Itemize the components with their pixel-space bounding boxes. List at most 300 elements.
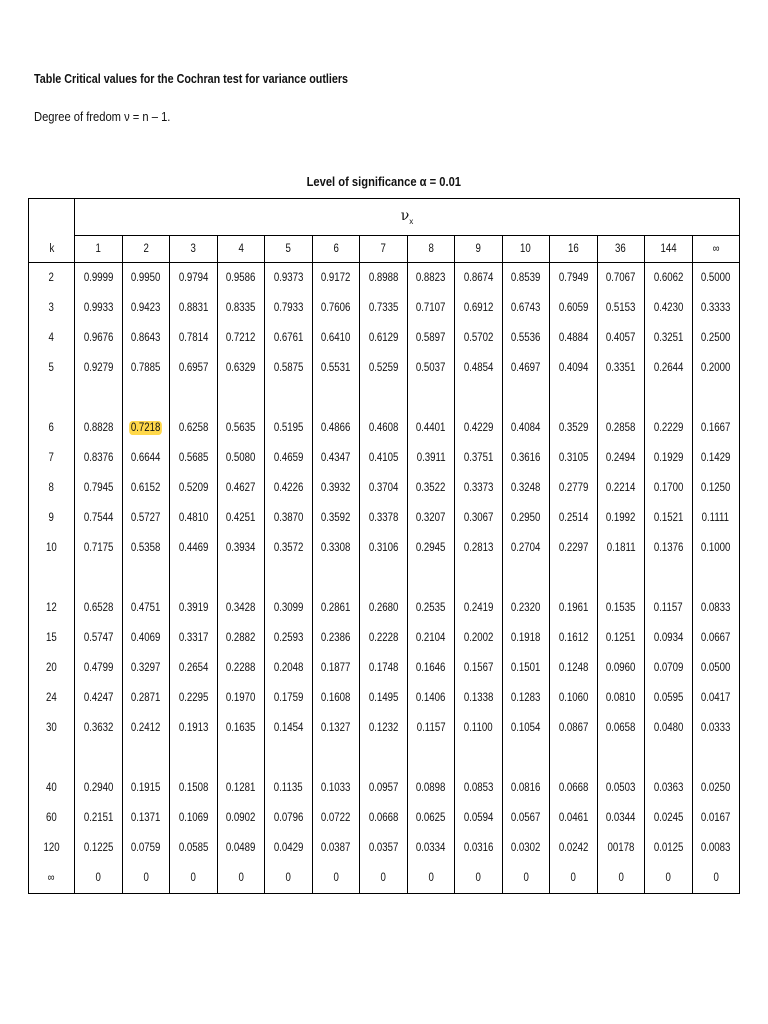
value-cell [455, 653, 503, 683]
value-cell [75, 323, 123, 353]
critical-value: 0.2535 [415, 602, 446, 614]
value-cell [692, 683, 740, 713]
critical-value: 0.3529 [558, 422, 589, 434]
critical-value: 0.1495 [368, 692, 399, 704]
value-cell [265, 683, 313, 713]
critical-value: 0.4608 [368, 422, 399, 434]
value-cell [597, 863, 645, 894]
value-cell [455, 593, 503, 623]
cochran-table [28, 198, 740, 894]
value-cell [312, 533, 360, 563]
critical-value: 0 [285, 872, 291, 884]
value-cell [312, 623, 360, 653]
critical-value: 0.3207 [415, 512, 446, 524]
critical-value: 0.7949 [558, 272, 589, 284]
critical-value: 0.4069 [130, 632, 161, 644]
spacer-cell [265, 743, 313, 773]
k-cell [29, 503, 75, 533]
value-cell [550, 533, 598, 563]
value-cell [217, 593, 265, 623]
critical-value: 0.1283 [510, 692, 541, 704]
spacer-row [29, 743, 740, 773]
value-cell [360, 503, 408, 533]
value-cell [407, 683, 455, 713]
critical-value: 0.3911 [416, 452, 446, 464]
k-cell [29, 713, 75, 743]
critical-value: 0.5153 [605, 302, 636, 314]
spacer-cell [360, 563, 408, 593]
value-cell [360, 593, 408, 623]
critical-value: 0.0363 [653, 782, 684, 794]
critical-value: 0.9676 [83, 332, 114, 344]
critical-value: 0.5727 [130, 512, 161, 524]
critical-value: 0 [380, 872, 386, 884]
critical-value: 0.0567 [510, 812, 541, 824]
critical-value: 0.2704 [510, 542, 541, 554]
value-cell [265, 803, 313, 833]
critical-value: 0.1251 [605, 632, 636, 644]
value-cell [502, 413, 550, 443]
critical-value: 0.6329 [225, 362, 256, 374]
value-cell [407, 473, 455, 503]
value-cell [122, 623, 170, 653]
spacer-cell [597, 743, 645, 773]
spacer-cell [29, 743, 75, 773]
critical-value: 0.2297 [558, 542, 589, 554]
critical-value: 0.9423 [130, 302, 161, 314]
critical-value: 00178 [607, 842, 635, 854]
spacer-cell [360, 743, 408, 773]
value-cell [455, 713, 503, 743]
critical-value: 0.2295 [178, 692, 209, 704]
value-cell [645, 443, 693, 473]
value-cell [550, 443, 598, 473]
critical-value: 0.4251 [225, 512, 256, 524]
spacer-cell [122, 383, 170, 413]
value-cell [217, 263, 265, 294]
value-cell [645, 263, 693, 294]
k-value: 5 [48, 362, 55, 374]
spacer-cell [312, 383, 360, 413]
critical-value: 0.1970 [225, 692, 256, 704]
value-cell [502, 803, 550, 833]
critical-value: 0.7606 [320, 302, 351, 314]
column-header-text: 9 [475, 243, 481, 255]
value-cell [502, 683, 550, 713]
value-cell [75, 473, 123, 503]
value-cell [692, 263, 740, 294]
value-cell [312, 653, 360, 683]
column-header [265, 236, 313, 263]
critical-value: 0.4229 [463, 422, 494, 434]
critical-value: 0.3704 [368, 482, 399, 494]
value-cell [217, 623, 265, 653]
critical-value: 0.1667 [700, 422, 731, 434]
value-cell [502, 443, 550, 473]
critical-value: 0.2320 [510, 602, 541, 614]
critical-value: 0.0167 [700, 812, 731, 824]
critical-value: 0.5209 [178, 482, 209, 494]
highlighted-critical-value: 0.7218 [130, 422, 161, 434]
k-value: 20 [46, 662, 57, 674]
value-cell [550, 413, 598, 443]
value-cell [312, 713, 360, 743]
column-header [502, 236, 550, 263]
value-cell [312, 443, 360, 473]
k-value: 2 [48, 272, 55, 284]
value-cell [455, 323, 503, 353]
value-cell [597, 473, 645, 503]
value-cell [360, 863, 408, 894]
spacer-cell [692, 743, 740, 773]
critical-value: 0.6258 [178, 422, 209, 434]
critical-value: 0.1327 [320, 722, 351, 734]
value-cell [455, 503, 503, 533]
value-cell [455, 623, 503, 653]
critical-value: 0.0344 [605, 812, 636, 824]
value-cell [407, 803, 455, 833]
value-cell [692, 413, 740, 443]
spacer-cell [692, 563, 740, 593]
k-cell [29, 473, 75, 503]
spacer-cell [265, 383, 313, 413]
critical-value: 0.9172 [320, 272, 351, 284]
critical-value: 0.0302 [510, 842, 541, 854]
value-cell [597, 683, 645, 713]
critical-value: 0.2680 [368, 602, 399, 614]
spacer-cell [407, 383, 455, 413]
table-row [29, 713, 740, 743]
value-cell [360, 413, 408, 443]
value-cell [502, 593, 550, 623]
critical-value: 0.1033 [320, 782, 351, 794]
critical-value: 0.8376 [83, 452, 114, 464]
critical-value: 0.8539 [510, 272, 541, 284]
value-cell [217, 653, 265, 683]
value-cell [360, 353, 408, 383]
value-cell [170, 773, 218, 803]
critical-value: 0.0083 [700, 842, 731, 854]
critical-value: 0.9794 [178, 272, 209, 284]
spacer-cell [597, 563, 645, 593]
column-header-text: 16 [567, 243, 579, 255]
k-value: 24 [46, 692, 57, 704]
critical-value: 0.0429 [273, 842, 304, 854]
critical-value: 0.2950 [510, 512, 541, 524]
critical-value: 0.1508 [178, 782, 209, 794]
critical-value: 0.3106 [368, 542, 399, 554]
critical-value: 0.0125 [653, 842, 684, 854]
k-cell [29, 413, 75, 443]
value-cell [502, 293, 550, 323]
value-cell [550, 593, 598, 623]
column-header-text: ∞ [712, 243, 720, 255]
spacer-cell [645, 563, 693, 593]
value-cell [217, 533, 265, 563]
value-cell [122, 293, 170, 323]
value-cell [407, 623, 455, 653]
spacer-cell [407, 563, 455, 593]
value-cell [645, 323, 693, 353]
spacer-cell [217, 383, 265, 413]
value-cell [692, 593, 740, 623]
value-cell [407, 833, 455, 863]
value-cell [550, 683, 598, 713]
spacer-cell [312, 563, 360, 593]
column-header [645, 236, 693, 263]
k-value: 7 [48, 452, 55, 464]
value-cell [265, 863, 313, 894]
value-cell [597, 353, 645, 383]
value-cell [360, 263, 408, 294]
value-cell [550, 323, 598, 353]
value-cell [455, 413, 503, 443]
critical-value: 0.1157 [653, 602, 683, 614]
value-cell [265, 653, 313, 683]
table-row [29, 353, 740, 383]
spacer-cell [502, 383, 550, 413]
value-cell [312, 353, 360, 383]
critical-value: 0.0853 [463, 782, 494, 794]
table-row [29, 623, 740, 653]
k-value: 120 [43, 842, 60, 854]
column-header-text: 8 [428, 243, 434, 255]
value-cell [597, 293, 645, 323]
critical-value: 0.1406 [415, 692, 446, 704]
value-cell [75, 623, 123, 653]
critical-value: 0 [95, 872, 101, 884]
critical-value: 0.1429 [700, 452, 731, 464]
value-cell [502, 623, 550, 653]
value-cell [550, 773, 598, 803]
critical-value: 0 [190, 872, 196, 884]
critical-value: 0.0625 [415, 812, 446, 824]
spacer-cell [75, 383, 123, 413]
value-cell [550, 353, 598, 383]
critical-value: 0.3632 [83, 722, 114, 734]
value-cell [265, 533, 313, 563]
critical-value: 0.0334 [415, 842, 446, 854]
value-cell [645, 533, 693, 563]
value-cell [75, 413, 123, 443]
critical-value: 0.4226 [273, 482, 304, 494]
critical-value: 0.1992 [605, 512, 636, 524]
critical-value: 0.2500 [700, 332, 731, 344]
critical-value: 0.2288 [225, 662, 256, 674]
critical-value: 0.5875 [273, 362, 304, 374]
critical-value: 0.1371 [130, 812, 161, 824]
critical-value: 0.4057 [605, 332, 636, 344]
value-cell [407, 773, 455, 803]
critical-value: 0 [143, 872, 149, 884]
k-value: 3 [48, 302, 55, 314]
spacer-cell [407, 743, 455, 773]
value-cell [122, 323, 170, 353]
k-cell [29, 803, 75, 833]
critical-value: 0.7544 [83, 512, 114, 524]
value-cell [75, 833, 123, 863]
value-cell [455, 533, 503, 563]
critical-value: 0.1521 [653, 512, 684, 524]
column-header-text: 4 [238, 243, 244, 255]
value-cell [122, 683, 170, 713]
critical-value: 0.0250 [700, 782, 731, 794]
critical-value: 0.4247 [83, 692, 114, 704]
value-cell [550, 653, 598, 683]
value-cell [170, 413, 218, 443]
critical-value: 0.1811 [606, 542, 636, 554]
critical-value: 0.3592 [320, 512, 351, 524]
value-cell [597, 503, 645, 533]
critical-value: 0.0867 [558, 722, 589, 734]
value-cell [170, 593, 218, 623]
value-cell [407, 413, 455, 443]
value-cell [455, 473, 503, 503]
critical-value: 0.1929 [653, 452, 684, 464]
critical-value: 0 [523, 872, 529, 884]
value-cell [360, 833, 408, 863]
value-cell [265, 593, 313, 623]
value-cell [645, 653, 693, 683]
value-cell [75, 773, 123, 803]
value-cell [312, 593, 360, 623]
value-cell [360, 293, 408, 323]
critical-value: 0.2002 [463, 632, 494, 644]
critical-value: 0.1250 [700, 482, 731, 494]
value-cell [170, 623, 218, 653]
value-cell [692, 803, 740, 833]
spacer-cell [29, 563, 75, 593]
critical-value: 0.0242 [558, 842, 589, 854]
critical-value: 0.5536 [510, 332, 541, 344]
critical-value: 0.2229 [653, 422, 684, 434]
value-cell [502, 863, 550, 894]
value-cell [217, 293, 265, 323]
k-value: 8 [48, 482, 55, 494]
critical-value: 0.2494 [605, 452, 636, 464]
spacer-cell [217, 743, 265, 773]
value-cell [265, 713, 313, 743]
table-row [29, 323, 740, 353]
critical-value: 0.0668 [558, 782, 589, 794]
k-value: 9 [48, 512, 55, 524]
table-row [29, 443, 740, 473]
column-header-text: 6 [333, 243, 339, 255]
critical-value: 0.4627 [225, 482, 256, 494]
value-cell [407, 353, 455, 383]
value-cell [455, 293, 503, 323]
k-cell [29, 773, 75, 803]
critical-value: 0.5531 [320, 362, 351, 374]
critical-value: 0.9933 [83, 302, 114, 314]
critical-value: 0.1338 [463, 692, 494, 704]
document-title: Table Critical values for the Cochran test for variance outliers [34, 72, 349, 86]
value-cell [170, 713, 218, 743]
column-header [75, 236, 123, 263]
critical-value: 0.2000 [700, 362, 731, 374]
table-row [29, 773, 740, 803]
value-cell [550, 803, 598, 833]
critical-value: 0.1135 [273, 782, 303, 794]
value-cell [122, 533, 170, 563]
column-header-text: 10 [520, 243, 532, 255]
critical-value: 0.4799 [83, 662, 114, 674]
k-cell [29, 293, 75, 323]
critical-value: 0.0316 [463, 842, 494, 854]
critical-value: 0.2214 [605, 482, 636, 494]
value-cell [122, 653, 170, 683]
value-cell [170, 653, 218, 683]
table-row [29, 293, 740, 323]
table-row [29, 803, 740, 833]
critical-value: 0.2048 [273, 662, 304, 674]
critical-value: 0.6059 [558, 302, 589, 314]
critical-value: 0.8828 [83, 422, 114, 434]
value-cell [597, 593, 645, 623]
value-cell [407, 863, 455, 894]
value-cell [597, 443, 645, 473]
value-cell [407, 533, 455, 563]
critical-value: 0.0585 [178, 842, 209, 854]
value-cell [217, 863, 265, 894]
critical-value: 0.3317 [178, 632, 209, 644]
k-value: 60 [46, 812, 57, 824]
value-cell [75, 863, 123, 894]
value-cell [692, 863, 740, 894]
critical-value: 0.1913 [178, 722, 209, 734]
value-cell [645, 713, 693, 743]
column-header-text: 2 [143, 243, 149, 255]
column-header [312, 236, 360, 263]
k-value: 40 [46, 782, 57, 794]
value-cell [312, 833, 360, 863]
value-cell [692, 833, 740, 863]
critical-value: 0.9999 [83, 272, 114, 284]
critical-value: 0.8674 [463, 272, 494, 284]
value-cell [692, 293, 740, 323]
critical-value: 0 [475, 872, 481, 884]
k-cell [29, 593, 75, 623]
value-cell [597, 323, 645, 353]
value-cell [455, 683, 503, 713]
critical-value: 0.0668 [368, 812, 399, 824]
critical-value: 0.3251 [653, 332, 684, 344]
critical-value: 0.2419 [463, 602, 494, 614]
column-header [122, 236, 170, 263]
critical-value: 0.0667 [700, 632, 731, 644]
value-cell [407, 653, 455, 683]
value-cell [122, 263, 170, 294]
critical-value: 0.1054 [510, 722, 541, 734]
spacer-cell [170, 743, 218, 773]
value-cell [360, 473, 408, 503]
value-cell [597, 773, 645, 803]
value-cell [407, 593, 455, 623]
spacer-cell [692, 383, 740, 413]
value-cell [407, 713, 455, 743]
value-cell [692, 443, 740, 473]
value-cell [265, 623, 313, 653]
value-cell [312, 323, 360, 353]
critical-value: 0.2861 [320, 602, 351, 614]
table-row [29, 503, 740, 533]
k-header-blank [29, 199, 75, 236]
critical-value: 0.5702 [463, 332, 494, 344]
value-cell [122, 413, 170, 443]
critical-value: 0.1501 [510, 662, 541, 674]
value-cell [75, 683, 123, 713]
critical-value: 0 [570, 872, 576, 884]
